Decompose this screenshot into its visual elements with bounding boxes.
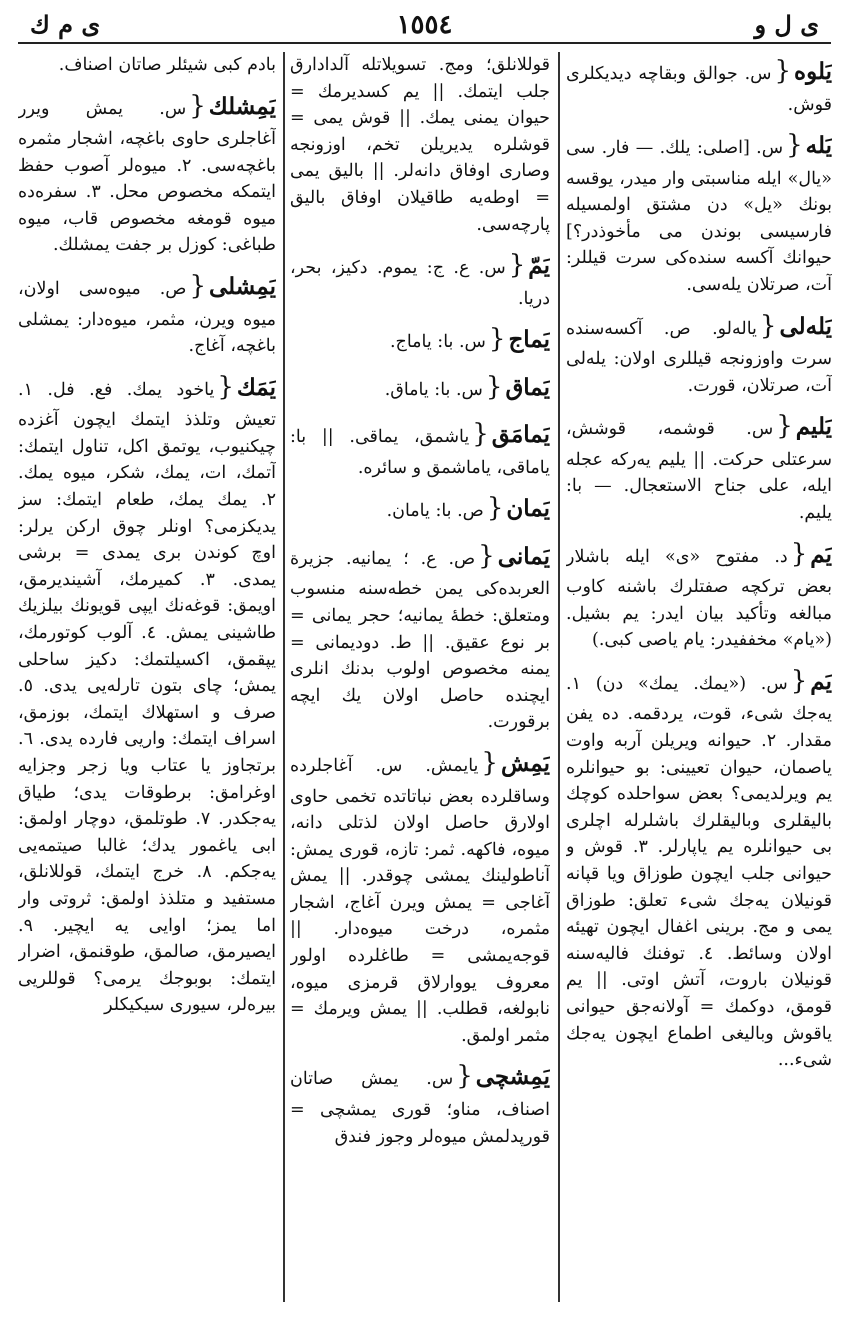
dictionary-entry: [290, 744, 550, 1049]
entry-definition: یاخود یمك. فع. فل. ١. تعیش وتلذذ ایتمك ایچون آغزده چیكنیوب، یوتمق اكل، تناول ایتمك: آتمك، ات، یمك، شكر، میوه یمك. ٢. یمك یمك، طعام ایتمك: سز یدیكزمی؟ اونلر چوق اركن یرلر: اوچ كوندن بری یمدی = برشی یمدی. ٣. كمیرمك، آشیندیرمق، اویمق: قوغه‌نك ایپی قویونك بیلزیك طاشینی یمش. ٤. آلوب كوتورمك، یپقمق، اكسیلتمك: دكیز ساحلی یمش؛ چای بتون تارله‌یی یدی. ٥. صرف و استهلاك ایتمك، بوزمق، اسراف ایتمك: واریی فارده یدی. ٦. برتجاوز یا عتاب ویا زجر وجزایه اوغرامق: برطوقات یدی؛ طیاق یه‌جكدر. ٧. طوتلمق، دوچار اولمق: ابی یاغمور یدك؛ غالبا صیتمه‌یی یه‌جكم. ٨. خرج ایتمك، قوللانلق، مستفید و متلذذ اولمق: ثروتی وار اما یمز؛ اوایی یه ایچیر. ٩. ایصیرمق، صالمق، طوقنمق، اضرار ایتمك: بوبوجك یرمی؟ قوللریی بیره‌لر، سیوری سیكیكلر: [18, 379, 276, 1016]
entry-definition: س. جوالق وبقاچه دیدیكلری قوش.: [566, 64, 832, 115]
entry-headword: یَمّ: [528, 252, 550, 280]
brace-mark: {: [774, 56, 792, 86]
dictionary-entry: [290, 537, 550, 736]
entry-definition: یایمش. س. آغاجلرده وساقلرده بعض نباتاتده تخمی حاوی اولارق حاصل اولان لذتلی دانه، میوه، فاكهه. ثمر: تازه، قوری یمش: آناطولینك یمشی چوقدر. || یمش آغاجی = یمش ویرن آغاج، اشجار مثمره، درخت میوه‌دار. || قوجه‌یمشی = طاغلرده اولور معروف یووارلاق قرمزی میوه، نابولغه، قطلب. || یمش ویرمك = مثمر اولمق.: [290, 756, 550, 1046]
brace-mark: {: [189, 90, 206, 121]
entry-headword: یَمَك: [236, 373, 276, 401]
entry-definition: س. («یمك. یمك» دن) ١. یه‌جك شیء، قوت، یردقمه. ده یفن مقدار. ٢. حیوانه ویریلن آربه واوت یاصمان، حیوان تعیینی: بو حیوانلره یم ویرلدیمی؟ بعض سواحلده كوچك بالیقلری وبالیقلرك باشلرله اچلری بی حیوانلره یم یاپارلر. ٣. قوش و حیوانی جلب ایچون طوزاق ویا قپانه قونیلان یه‌جك شیء تعلق: طوزاق یمی و مج. برینی اغفال ایچون تهیئه اولان وسائط. ٤. توفنك فالیه‌سنه قونیلان باروت، آتش اوتی. || یم قومق، دوكمك = آولانه‌جق حیوانی یاقوش وبالیغی اطماع ایچون یه‌جك شیء...: [566, 673, 832, 1071]
entry-headword: یَله‌لی: [779, 312, 832, 340]
dictionary-entry: [290, 415, 550, 481]
dictionary-entry: [566, 52, 832, 118]
entry-definition: س. با: یاماج.: [389, 332, 486, 353]
brace-mark: {: [759, 310, 777, 341]
header-guide-right: ی ل و: [754, 10, 819, 39]
column-right: [566, 52, 832, 1302]
entry-definition: ص. میوه‌سی اولان، میوه ویرن، مثمر، میوه‌دار: یمشلی باغچه، آغاج.: [18, 279, 276, 357]
brace-mark: {: [776, 411, 793, 442]
entry-headword: یَم: [810, 667, 832, 695]
entry-definition: س. قوشمه، قوشش، سرعتلی حركت. || یلیم یه‌ركه عجله ایله، علی جناح الاستعجال. — با: یلیم.: [566, 419, 832, 523]
entry-definition: یاله‌لو. ص. آكسه‌سنده سرت واوزونجه قیللری اولان: یله‌لی آت، صرتلان، قورت.: [566, 318, 832, 396]
entry-definition: س. یمش صاتان اصناف، مناو؛ قوری یمشچی = قورپدلمش میوه‌لر وجوز فندق: [290, 1069, 550, 1147]
dictionary-entry: [290, 320, 550, 360]
dictionary-entry: [18, 52, 276, 79]
brace-mark: {: [488, 324, 506, 355]
brace-mark: {: [217, 371, 234, 402]
entry-definition: س. [اصلی: یلك. — فار. سی «یال» ایله مناسبتی وار میدر، یوقسه بونك «یل» دن مشتق اولمسیله فارسیسی بوندن می مأخوذدر؟] حیوانك آكسه سنده‌کی سرت قیللر: آت، صرتلان یله‌سی.: [566, 138, 832, 295]
entry-definition: یاشمق، یماقی. || با: یاماقی، یاماشمق و سائره.: [290, 427, 550, 478]
dictionary-entry: [290, 246, 550, 312]
entry-headword: یَماق: [505, 373, 550, 401]
dictionary-entry: [290, 52, 550, 238]
dictionary-entry: [290, 489, 550, 529]
entry-definition: س. ع. ج: یموم. دكیز، بحر، دریا.: [290, 258, 550, 309]
entry-headword: یَمِشلك: [208, 92, 276, 120]
dictionary-entry: [18, 267, 276, 360]
page-number: ١٥٥٤: [396, 10, 453, 40]
entry-headword: یَمانی: [497, 542, 550, 570]
entry-definition: س. یمش ویرر آغاجلری حاوی باغچه، اشجار مثمره باغچه‌سی. ٢. میوه‌لر آصوب حفظ ایتمكه مخصوص محل. ٣. سفره‌ده میوه قومغه مخصوص قاب، میوه طباغی: كوزل بر جفت یمشلك.: [18, 98, 276, 256]
dictionary-entry: [290, 368, 550, 408]
dictionary-entry: [566, 407, 832, 526]
entry-definition: ص. با: یامان.: [386, 501, 484, 522]
entry-definition: د. مفتوح «ی» ایله باشلار بعض تركچه صفتلرك باشنه كاوب مبالغه وتأكید بیان ایدر: یم بشیل. («یام» مخففیدر: یام یاصی كبی.): [566, 546, 832, 651]
brace-mark: {: [478, 540, 495, 571]
entry-definition: قوللانلق؛ ومج. تسویلاتله آلدادارق جلب ایتمك. || یم كسدیرمك = حیوان یمنی یمك. || قوش یمی = قوشلره یدیریلن تخم، اوزونجه وصاری اوفاق دانه‌لر. || بالیق یمی = اوطه‌یه طاقیلان اوفاق بالیق پارچه‌سی.: [290, 55, 550, 235]
entry-headword: یَله: [805, 132, 832, 160]
dictionary-entry: [18, 87, 276, 259]
header-guide-left: ی م ك: [30, 10, 101, 39]
entry-headword: یَمِش: [500, 750, 550, 777]
entry-definition: س. با: یاماق.: [384, 379, 483, 400]
brace-mark: {: [189, 271, 206, 302]
entry-headword: یَماج: [508, 326, 550, 354]
entry-definition: ص. ع. ؛ یمانیه. جزیرة العربده‌كی یمن خطه‌سنه منسوب ومتعلق: خطهٔ یمانیه؛ حجر یمانی = بر نوع عقیق. || ط. دودیمانی = یمنه مخصوص اولوب بدنك انلری ایچنده حاصل اولان یك ایچه برقورت.: [290, 548, 550, 733]
column-divider: [283, 52, 285, 1302]
entry-headword: یَمِشلی: [208, 273, 276, 301]
brace-mark: {: [456, 1061, 473, 1092]
dictionary-entry: [566, 126, 832, 298]
column-left: [18, 52, 276, 1302]
page-header: [18, 8, 831, 44]
brace-mark: {: [481, 748, 498, 778]
brace-mark: {: [786, 130, 803, 161]
dictionary-entry: [566, 307, 832, 400]
brace-mark: {: [485, 371, 503, 402]
column-middle: [290, 52, 550, 1302]
entry-headword: یَلیم: [795, 413, 832, 441]
brace-mark: {: [508, 250, 526, 281]
dictionary-entry: [290, 1057, 550, 1150]
brace-mark: {: [472, 419, 489, 450]
brace-mark: {: [790, 665, 808, 696]
dictionary-entry: [18, 368, 276, 1019]
dictionary-entry: [566, 535, 832, 654]
brace-mark: {: [486, 493, 504, 524]
entry-definition: بادم كبی شیئلر صاتان اصناف.: [58, 55, 276, 75]
entry-headword: یَلوه: [794, 58, 832, 85]
dictionary-entry: [566, 662, 832, 1074]
brace-mark: {: [790, 538, 808, 569]
column-divider: [558, 52, 560, 1302]
entry-headword: یَم: [810, 540, 832, 568]
entry-headword: یَمِشچی: [475, 1063, 550, 1091]
entry-headword: یَمان: [506, 495, 550, 523]
entry-headword: یَمامَق: [491, 421, 550, 449]
